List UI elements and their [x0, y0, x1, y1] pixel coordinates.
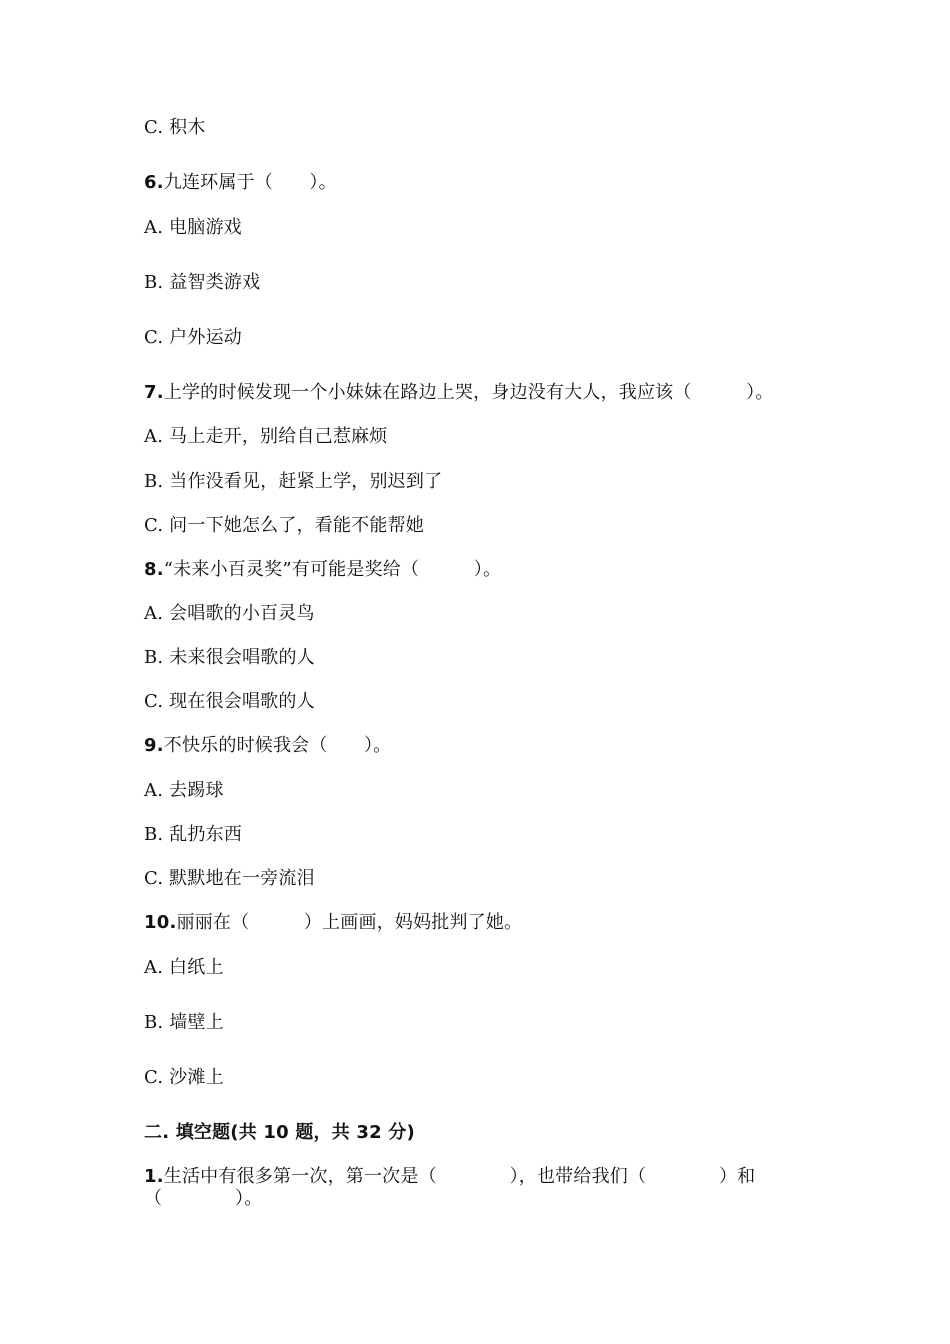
question-9 — [144, 735, 391, 757]
option-text: C. 默默地在一旁流泪 — [144, 868, 315, 889]
option-text: C. 现在很会唱歌的人 — [144, 691, 315, 712]
question-7 — [144, 382, 774, 404]
fill-question-1 — [144, 1166, 755, 1188]
option-text: A. 电脑游戏 — [144, 217, 242, 238]
option-text: C. 户外运动 — [144, 327, 242, 348]
option-text: A. 会唱歌的小百灵鸟 — [144, 603, 315, 624]
question-text: 不快乐的时候我会（ ）。 — [163, 735, 392, 756]
option-text: B. 益智类游戏 — [144, 272, 261, 293]
option-text: C. 沙滩上 — [144, 1067, 224, 1088]
question-text: 丽丽在（ ）上画画，妈妈批判了她。 — [176, 912, 523, 933]
option-text: C. 积木 — [144, 117, 206, 138]
question-text: 生活中有很多第一次，第一次是（ ），也带给我们（ ）和 — [163, 1166, 756, 1187]
question-number: 8. — [144, 559, 164, 580]
question-number: 6. — [144, 172, 164, 193]
option-text: A. 去踢球 — [144, 780, 224, 801]
option-text: A. 马上走开，别给自己惹麻烦 — [144, 426, 388, 447]
option-text: B. 当作没看见，赶紧上学，别迟到了 — [144, 471, 443, 492]
option-text: B. 乱扔东西 — [144, 824, 243, 845]
question-number: 7. — [144, 382, 164, 403]
question-number: 10. — [144, 912, 177, 933]
question-text-continued: （ ）。 — [144, 1188, 263, 1209]
question-text: 九连环属于（ ）。 — [163, 172, 337, 193]
question-10 — [144, 912, 522, 934]
option-text: C. 问一下她怎么了，看能不能帮她 — [144, 515, 424, 536]
option-text: B. 墙壁上 — [144, 1012, 224, 1033]
question-text: 上学的时候发现一个小妹妹在路边上哭，身边没有大人，我应该（ ）。 — [163, 382, 774, 403]
option-text: B. 未来很会唱歌的人 — [144, 647, 315, 668]
question-6 — [144, 172, 337, 194]
question-number: 1. — [144, 1166, 164, 1187]
question-8 — [144, 559, 501, 581]
option-text: A. 白纸上 — [144, 957, 224, 978]
section-heading: 二. 填空题(共 10 题，共 32 分) — [144, 1122, 415, 1143]
question-text: “未来小百灵奖”有可能是奖给（ ）。 — [163, 559, 502, 580]
question-number: 9. — [144, 735, 164, 756]
